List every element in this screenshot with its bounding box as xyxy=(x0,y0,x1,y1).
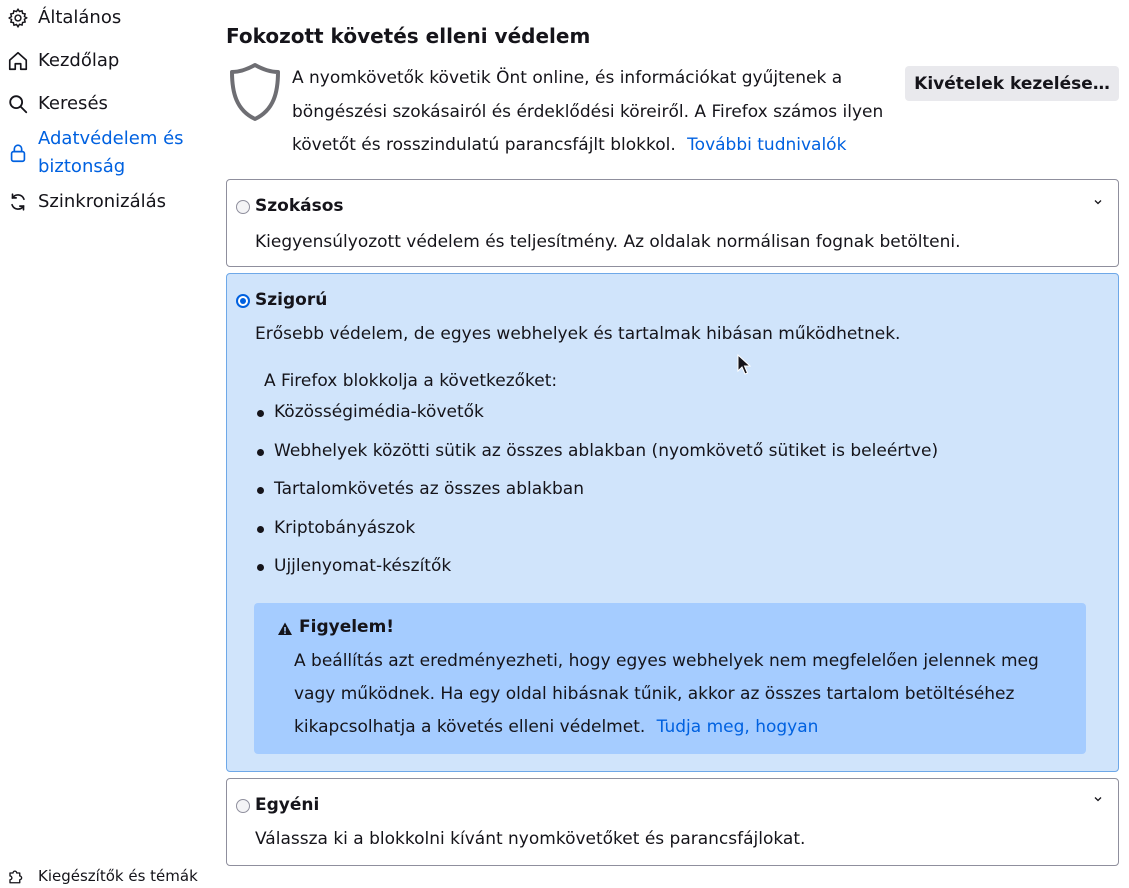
sync-icon xyxy=(0,190,30,214)
custom-label: Egyéni xyxy=(255,795,320,815)
warning-text: A beállítás azt eredményezheti, hogy egyes webhelyek nem megfelelően jelennek meg vagy működnek. Ha egy oldal hibásnak tűnik, akkor az összes tartalom betöltéséhez kikapcsolhatja a követés elleni védelmet. xyxy=(294,651,1039,737)
home-icon xyxy=(0,49,30,73)
mouse-cursor-icon xyxy=(737,354,751,376)
chevron-down-icon[interactable] xyxy=(1092,196,1104,208)
list-item: Közösségimédia-követők xyxy=(257,396,938,435)
custom-description: Válassza ki a blokkolni kívánt nyomkövetőket és parancsfájlokat. xyxy=(255,829,806,849)
search-icon xyxy=(0,92,30,116)
learn-how-link[interactable]: Tudja meg, hogyan xyxy=(656,717,819,737)
sidebar-item-general[interactable] xyxy=(0,4,121,32)
sidebar-addons-label: Kiegészítők és témák xyxy=(38,867,198,885)
option-card-standard[interactable] xyxy=(226,179,1119,267)
sidebar-addons-link[interactable] xyxy=(0,862,198,888)
blocks-intro: A Firefox blokkolja a következőket: xyxy=(264,371,558,391)
sidebar-item-label: Általános xyxy=(38,7,122,28)
strict-description: Erősebb védelem, de egyes webhelyek és tartalmak hibásan működhetnek. xyxy=(255,324,901,344)
list-item: Webhelyek közötti sütik az összes ablakban (nyomkövető sütiket is beleértve) xyxy=(257,435,938,474)
gear-icon xyxy=(0,6,30,30)
list-item: Tartalomkövetés az összes ablakban xyxy=(257,473,938,512)
custom-radio[interactable] xyxy=(236,799,250,813)
warning-body xyxy=(294,645,1054,744)
standard-radio[interactable] xyxy=(236,200,250,214)
sidebar-item-label: Kezdőlap xyxy=(38,50,120,71)
sidebar-item-label: Adatvédelem és biztonság xyxy=(38,128,184,177)
lock-icon xyxy=(0,141,30,165)
warning-title: Figyelem! xyxy=(299,617,395,637)
sidebar xyxy=(0,0,205,888)
learn-more-link[interactable]: További tudnivalók xyxy=(687,135,847,155)
section-title: Fokozott követés elleni védelem xyxy=(226,24,591,48)
tracking-intro xyxy=(292,62,892,163)
sidebar-item-sync[interactable] xyxy=(0,188,166,216)
warning-box xyxy=(254,603,1086,754)
list-item: Kriptobányászok xyxy=(257,512,938,551)
sidebar-item-label: Szinkronizálás xyxy=(38,191,167,212)
sidebar-item-home[interactable] xyxy=(0,47,119,75)
puzzle-icon xyxy=(0,864,30,888)
warning-icon xyxy=(277,621,293,637)
manage-exceptions-button[interactable]: Kivételek kezelése… xyxy=(905,66,1119,101)
shield-icon xyxy=(228,62,282,122)
option-card-strict[interactable] xyxy=(226,273,1119,772)
list-item: Ujjlenyomat-készítők xyxy=(257,550,938,589)
standard-label: Szokásos xyxy=(255,196,344,216)
blocked-items-list xyxy=(257,396,938,589)
standard-description: Kiegyensúlyozott védelem és teljesítmény. Az oldalak normálisan fognak betölteni. xyxy=(255,232,961,252)
sidebar-item-label: Keresés xyxy=(38,93,108,114)
strict-radio[interactable] xyxy=(236,294,250,308)
chevron-down-icon[interactable] xyxy=(1092,793,1104,805)
sidebar-item-privacy[interactable] xyxy=(0,125,190,181)
sidebar-item-search[interactable] xyxy=(0,90,108,118)
strict-label: Szigorú xyxy=(255,290,328,310)
option-card-custom[interactable] xyxy=(226,778,1119,866)
tracking-intro-text: A nyomkövetők követik Önt online, és információkat gyűjtenek a böngészési szokásairól és érdeklődési köreiről. A Firefox számos ilyen követőt és rosszindulatú parancsfájlt blokkol. xyxy=(292,68,884,155)
